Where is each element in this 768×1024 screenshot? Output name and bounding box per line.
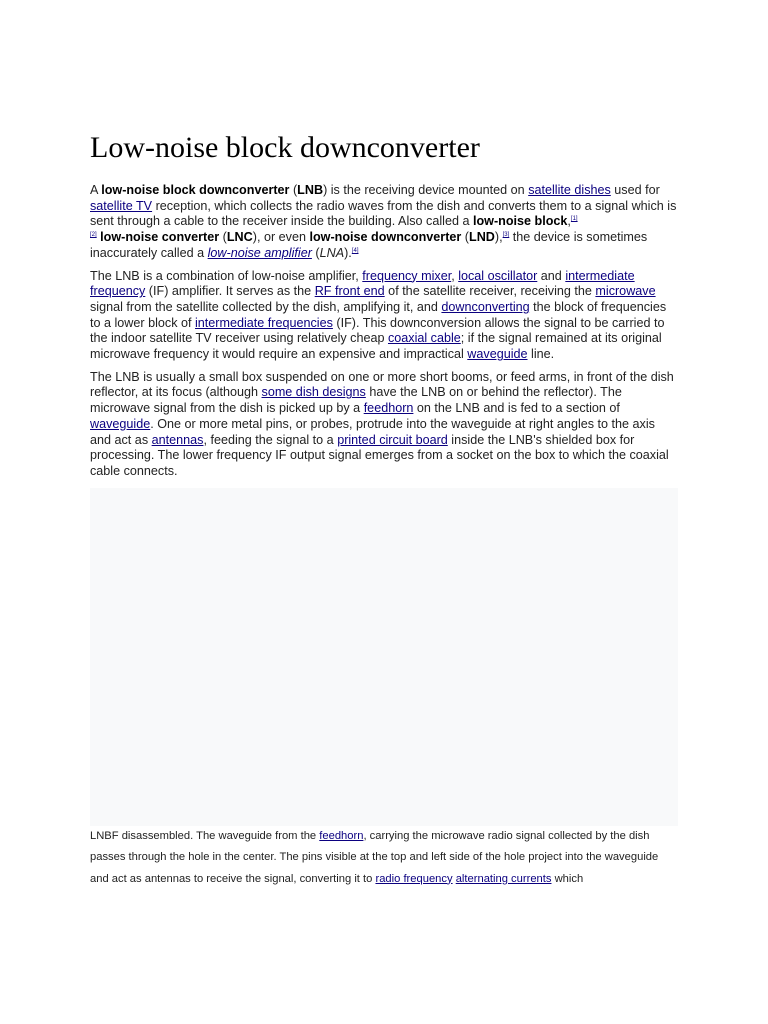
link-printed-circuit-board[interactable]: printed circuit board <box>337 432 448 447</box>
reference-2[interactable]: [2] <box>90 231 97 238</box>
link-satellite-dishes[interactable]: satellite dishes <box>528 183 611 197</box>
text-span: , carrying the microwave radio signal collected by the dish passes through the hole in the center. The pins visible at the top and left side of the hole project into the waveguide and act as antennas to receive the signal, converting it to <box>90 829 659 885</box>
intro-paragraph <box>90 183 678 262</box>
bold-term: low-noise block downconverter <box>101 183 290 197</box>
link-waveguide[interactable]: waveguide <box>467 347 528 362</box>
text-span: . One or more metal pins, or probes, protrude into the waveguide at right angles to the axis and act as <box>90 416 655 447</box>
text-span: (IF) amplifier. It serves as the <box>145 284 315 299</box>
link-local-oscillator[interactable]: local oscillator <box>458 268 538 283</box>
text-span: have the LNB on or behind the reflector). The microwave signal from the dish is picked up by a <box>90 385 622 416</box>
link-intermediate-frequencies[interactable]: intermediate frequencies <box>195 315 333 330</box>
text-span: reception, which collects the radio waves from the dish and converts them to a signal which is sent through a cable to the receiver inside the building. Also called a <box>90 198 677 229</box>
link-frequency-mixer[interactable]: frequency mixer <box>362 268 452 283</box>
link-some-dish-designs[interactable]: some dish designs <box>261 385 366 400</box>
link-antennas[interactable]: antennas <box>151 432 204 447</box>
text-span: The LNB is a combination of low-noise amplifier, <box>90 268 363 283</box>
design-paragraph <box>90 370 678 480</box>
image-placeholder <box>90 488 678 826</box>
link-coaxial-cable[interactable]: coaxial cable <box>387 331 461 346</box>
text-span: ( <box>461 230 470 245</box>
text-span: ), <box>494 230 503 245</box>
bold-term: LNB <box>297 183 324 197</box>
text-span: , <box>451 268 459 283</box>
text-span: on the LNB and is fed to a section of <box>413 401 620 416</box>
link-microwave[interactable]: microwave <box>595 284 656 299</box>
text-span: ). <box>344 245 352 260</box>
text-span: (IF). This downconversion allows the signal to be carried to the indoor satellite TV receiver using relatively cheap <box>90 315 665 346</box>
reference-1[interactable]: [1] <box>570 216 578 223</box>
link-rf-front-end[interactable]: RF front end <box>314 284 385 299</box>
link-waveguide[interactable]: waveguide <box>90 416 151 431</box>
link-downconverting[interactable]: downconverting <box>441 299 530 314</box>
link-low-noise-amplifier[interactable] <box>208 246 312 260</box>
text-span: , <box>567 214 571 229</box>
italic-link-text: low-noise amplifier <box>207 245 312 260</box>
text-span: LNBF disassembled. The waveguide from the <box>90 829 320 842</box>
text-span: signal from the satellite collected by the dish, amplifying it, and <box>90 299 442 314</box>
text-span: the block of frequencies to a lower block of <box>90 299 667 330</box>
link-satellite-tv[interactable]: satellite TV <box>90 198 153 213</box>
text-span: The LNB is usually a small box suspended on one or more short booms, or feed arms, in front of the dish reflector, at its focus (although <box>90 369 674 400</box>
text-span: ( <box>311 245 320 260</box>
bold-term: low-noise block <box>472 214 568 229</box>
link-radio-frequency[interactable]: radio frequency <box>375 872 453 885</box>
text-span: line. <box>527 347 555 362</box>
bold-term: LND <box>469 230 495 245</box>
text-span: ( <box>289 183 298 197</box>
reference-3[interactable]: [3] <box>502 231 510 238</box>
text-span: A <box>90 183 102 197</box>
image-caption <box>90 826 678 891</box>
text-span: the device is sometimes inaccurately called a <box>90 230 648 260</box>
bold-term: low-noise downconverter <box>309 230 462 245</box>
link-feedhorn[interactable]: feedhorn <box>319 829 364 842</box>
link-alternating-currents[interactable]: alternating currents <box>455 872 552 885</box>
text-span: and <box>537 268 566 283</box>
reference-4[interactable]: [4] <box>351 247 359 254</box>
text-span: ) is the receiving device mounted on <box>323 183 529 197</box>
link-feedhorn[interactable]: feedhorn <box>363 401 414 416</box>
components-paragraph <box>90 269 678 363</box>
page-title: Low-noise block downconverter <box>90 131 480 164</box>
text-span: ; if the signal remained at its original microwave frequency it would require an expensive and impractical <box>90 331 662 362</box>
italic-term: LNA <box>319 245 345 260</box>
text-span: used for <box>610 183 660 197</box>
text-span: inside the LNB's shielded box for processing. The lower frequency IF output signal emerges from a socket on the box to which the coaxial cable connects. <box>90 432 669 478</box>
text-span: , feeding the signal to a <box>203 432 338 447</box>
article <box>90 130 678 890</box>
text-span: of the satellite receiver, receiving the <box>384 284 596 299</box>
text-span: ), or even <box>252 230 310 245</box>
text-span: which <box>551 872 584 885</box>
bold-term: LNC <box>226 230 253 245</box>
link-intermediate-frequency[interactable]: intermediate frequency <box>90 268 635 299</box>
text-span: ( <box>219 230 227 245</box>
bold-term: low-noise converter <box>100 230 220 245</box>
